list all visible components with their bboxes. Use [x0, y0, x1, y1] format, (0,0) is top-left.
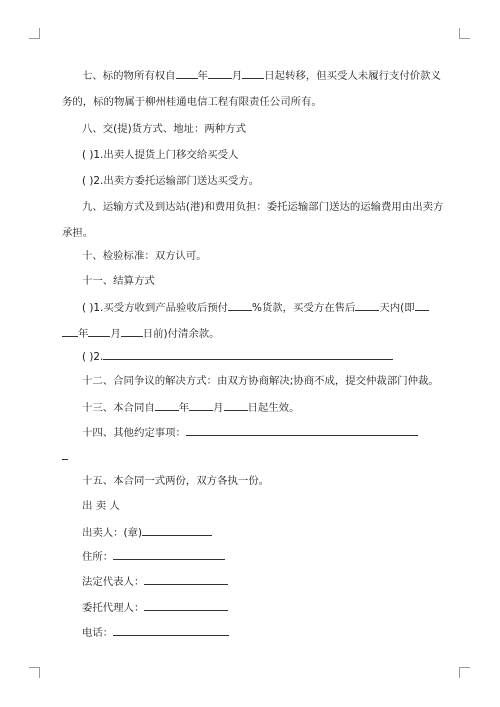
blank	[228, 300, 252, 311]
clause-11-option-1-line-2: 年 月 日前)付清余款。	[62, 326, 220, 341]
blank	[113, 549, 225, 560]
seller-heading: 出 卖 人	[82, 500, 120, 512]
blank	[355, 300, 379, 311]
blank	[208, 68, 232, 79]
blank	[103, 349, 393, 360]
clause-9-line-2: 承担。	[62, 227, 94, 239]
blank	[144, 574, 228, 585]
blank	[121, 326, 143, 337]
crop-mark-top-right	[459, 28, 470, 39]
clause-8-option-1: ( )1.出卖人提货上门移交给买受人	[82, 149, 239, 161]
clause-8: 八、交(提)货方式、地址：两种方式	[82, 123, 246, 135]
clause-14: 十四、其他约定事项：	[82, 425, 418, 440]
clause-11: 十一、结算方式	[82, 275, 155, 287]
crop-mark-bottom-left	[29, 667, 40, 678]
blank	[224, 400, 248, 411]
crop-mark-top-left	[29, 28, 40, 39]
seller-seal-field: 出卖人：(章)	[82, 525, 212, 540]
clause-11-option-2: ( )2.	[82, 349, 393, 364]
clause-10: 十、检验标准：双方认可。	[82, 250, 207, 262]
clause-15: 十五、本合同一式两份，双方各执一份。	[82, 475, 270, 487]
blank	[155, 400, 179, 411]
phone-field: 电话：	[82, 625, 229, 640]
blank	[144, 600, 228, 611]
clause-7-line-2: 务的，标的物属于柳州桂通电信工程有限责任公司所有。	[62, 96, 322, 108]
clause-14-continuation	[62, 449, 68, 464]
address-field: 住所：	[82, 549, 225, 564]
clause-13: 十三、本合同自 年 月 日起生效。	[82, 402, 300, 414]
blank	[113, 625, 229, 636]
clause-9-line-1: 九、运输方式及到达站(港)和费用负担：委托运输部门送达的运输费用由出卖方	[82, 201, 444, 213]
clause-8-option-2: ( )2.出卖方委托运输部门送达买受方。	[82, 175, 260, 187]
blank	[62, 326, 78, 337]
clause-7-line-1: 七、标的物所有权自 年 月 日起转移，但买受人未履行支付价款义	[82, 70, 441, 82]
blank	[415, 300, 429, 311]
blank	[186, 425, 418, 436]
blank	[142, 525, 212, 536]
blank	[88, 326, 110, 337]
crop-mark-bottom-right	[459, 667, 470, 678]
blank	[242, 68, 264, 79]
clause-12: 十二、合同争议的解决方式：由双方协商解决;协商不成，提交仲裁部门仲裁。	[82, 375, 439, 387]
legal-representative-field: 法定代表人：	[82, 574, 228, 589]
agent-field: 委托代理人：	[82, 600, 228, 615]
clause-11-option-1-line-1: ( )1.买受方收到产品验收后预付 %货款，买受方在售后 天内(即	[82, 300, 429, 315]
blank	[62, 449, 68, 460]
blank	[189, 400, 213, 411]
blank	[176, 68, 198, 79]
